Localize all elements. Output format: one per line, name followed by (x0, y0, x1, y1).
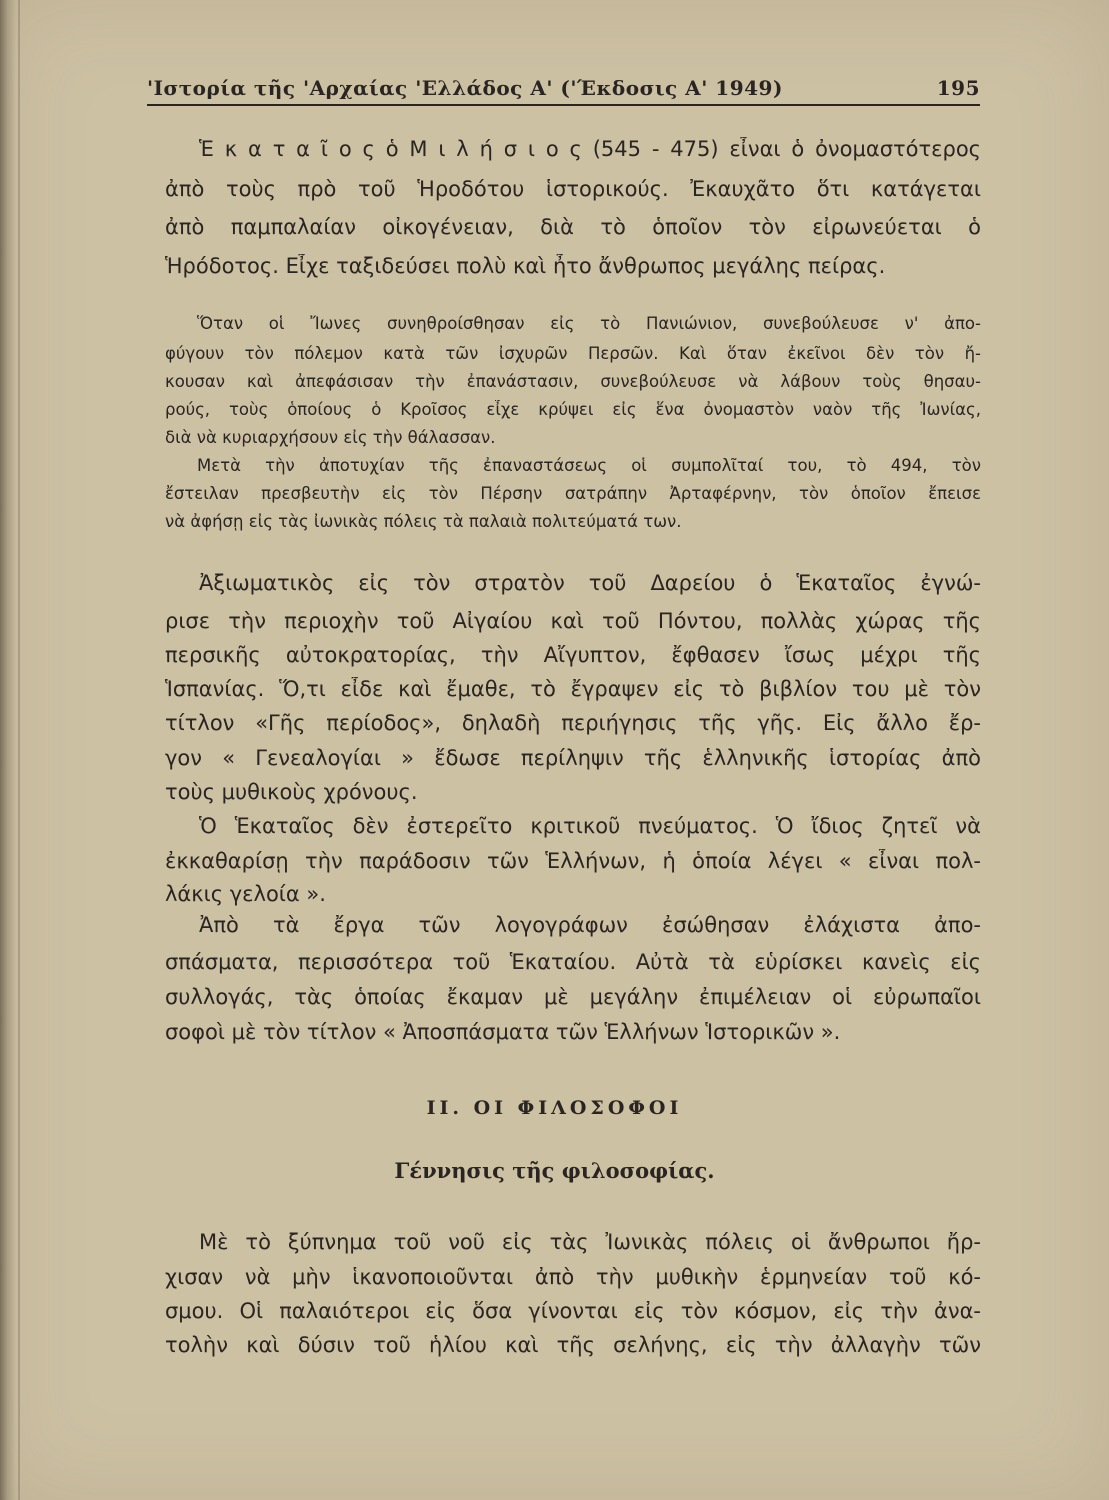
text-line: Ἀπὸ τὰ ἔργα τῶν λογογράφων ἐσώθησαν ἐλάχιστα ἀπο- (199, 913, 981, 937)
section-subheading: Γέννησις τῆς φιλοσοφίας. (394, 1158, 715, 1183)
text-line: λάκις γελοία ». (165, 882, 326, 906)
text-line: διὰ νὰ κυριαρχήσουν εἰς τὴν θάλασσαν. (165, 428, 496, 447)
text-line: Ὁ Ἑκαταῖος δὲν ἐστερεῖτο κριτικοῦ πνεύματος. Ὁ ἴδιος ζητεῖ νὰ (199, 814, 981, 838)
page-number: 195 (936, 76, 980, 100)
text-line: τίτλον «Γῆς περίοδος», δηλαδὴ περιήγησις τῆς γῆς. Εἰς ἄλλο ἔρ- (165, 711, 981, 735)
text-line: σπάσματα, περισσότερα τοῦ Ἑκαταίου. Αὐτὰ τὰ εὑρίσκει κανεὶς εἰς (165, 950, 981, 974)
text-line: σμου. Οἱ παλαιότεροι εἰς ὅσα γίνονται εἰς τὸν κόσμον, εἰς τὴν ἀνα- (165, 1299, 981, 1323)
text-line: περσικῆς αὐτοκρατορίας, τὴν Αἴγυπτον, ἔφθασεν ἴσως μέχρι τῆς (165, 643, 981, 667)
text-line: ἐκκαθαρίσῃ τὴν παράδοσιν τῶν Ἑλλήνων, ἡ ὁποία λέγει « εἶναι πολ- (165, 849, 981, 873)
text-line: κουσαν καὶ ἀπεφάσισαν τὴν ἐπανάστασιν, συνεβούλευσε νὰ λάβουν τοὺς θησαυ- (165, 372, 981, 391)
text-line: γον « Γενεαλογίαι » ἔδωσε περίληψιν τῆς ἑλληνικῆς ἱστορίας ἀπὸ (165, 746, 981, 770)
text-line: τολὴν καὶ δύσιν τοῦ ἡλίου καὶ τῆς σελήνης, εἰς τὴν ἀλλαγὴν τῶν (165, 1333, 981, 1357)
section-heading: II. ΟΙ ΦΙΛΟΣΟΦΟΙ (426, 1097, 683, 1119)
text-line: Μετὰ τὴν ἀποτυχίαν τῆς ἐπαναστάσεως οἱ συμπολῖταί του, τὸ 494, τὸν (197, 456, 981, 475)
text-line: ρισε τὴν περιοχὴν τοῦ Αἰγαίου καὶ τοῦ Πόντου, πολλὰς χώρας τῆς (165, 609, 981, 633)
text-line: ἀπὸ τοὺς πρὸ τοῦ Ἡροδότου ἱστορικούς. Ἐκαυχᾶτο ὅτι κατάγεται (165, 177, 981, 201)
text-line: Ἡρόδοτος. Εἶχε ταξιδεύσει πολὺ καὶ ἦτο ἄνθρωπος μεγάλης πείρας. (165, 254, 886, 278)
text-line: χισαν νὰ μὴν ἱκανοποιοῦνται ἀπὸ τὴν μυθικὴν ἑρμηνείαν τοῦ κό- (165, 1265, 981, 1289)
text-line: Ἱσπανίας. Ὅ,τι εἶδε καὶ ἔμαθε, τὸ ἔγραψεν εἰς τὸ βιβλίον του μὲ τὸν (165, 677, 981, 701)
text-line: ρούς, τοὺς ὁποίους ὁ Κροῖσος εἶχε κρύψει εἰς ἕνα ὀνομαστὸν ναὸν τῆς Ἰωνίας, (165, 400, 981, 419)
text-line: Ὅταν οἱ Ἴωνες συνηθροίσθησαν εἰς τὸ Πανιώνιον, συνεβούλευσε ν' ἀπο- (197, 314, 981, 333)
text-line: σοφοὶ μὲ τὸν τίτλον « Ἀποσπάσματα τῶν Ἑλλήνων Ἱστορικῶν ». (165, 1020, 841, 1044)
text-line: ἀπὸ παμπαλαίαν οἰκογένειαν, διὰ τὸ ὁποῖον τὸν εἰρωνεύεται ὁ (165, 215, 981, 239)
text-line: Ἑ κ α τ α ῖ ο ς ὁ Μ ι λ ή σ ι ο ς (545 - 475) εἶναι ὁ ὀνομαστότερος (199, 137, 981, 161)
text-line: νὰ ἀφήσῃ εἰς τὰς ἰωνικὰς πόλεις τὰ παλαιὰ πολιτεύματά των. (165, 512, 682, 531)
text-line: τοὺς μυθικοὺς χρόνους. (165, 780, 418, 804)
text-line: Μὲ τὸ ξύπνημα τοῦ νοῦ εἰς τὰς Ἰωνικὰς πόλεις οἱ ἄνθρωποι ἤρ- (199, 1230, 981, 1254)
text-line: φύγουν τὸν πόλεμον κατὰ τῶν ἰσχυρῶν Περσῶν. Καὶ ὅταν ἐκεῖνοι δὲν τὸν ἤ- (165, 344, 981, 363)
text-line: συλλογάς, τὰς ὁποίας ἔκαμαν μὲ μεγάλην ἐπιμέλειαν οἱ εὐρωπαῖοι (165, 985, 981, 1009)
text-line: Ἀξιωματικὸς εἰς τὸν στρατὸν τοῦ Δαρείου ὁ Ἑκαταῖος ἐγνώ- (199, 571, 981, 595)
text-line: ἔστειλαν πρεσβευτὴν εἰς τὸν Πέρσην σατράπην Ἀρταφέρνην, τὸν ὁποῖον ἔπεισε (165, 484, 981, 503)
header-title: 'Ιστορία τῆς 'Αρχαίας 'Ελλάδος Α' ('Έκδοσις Α' 1949) (147, 76, 783, 100)
